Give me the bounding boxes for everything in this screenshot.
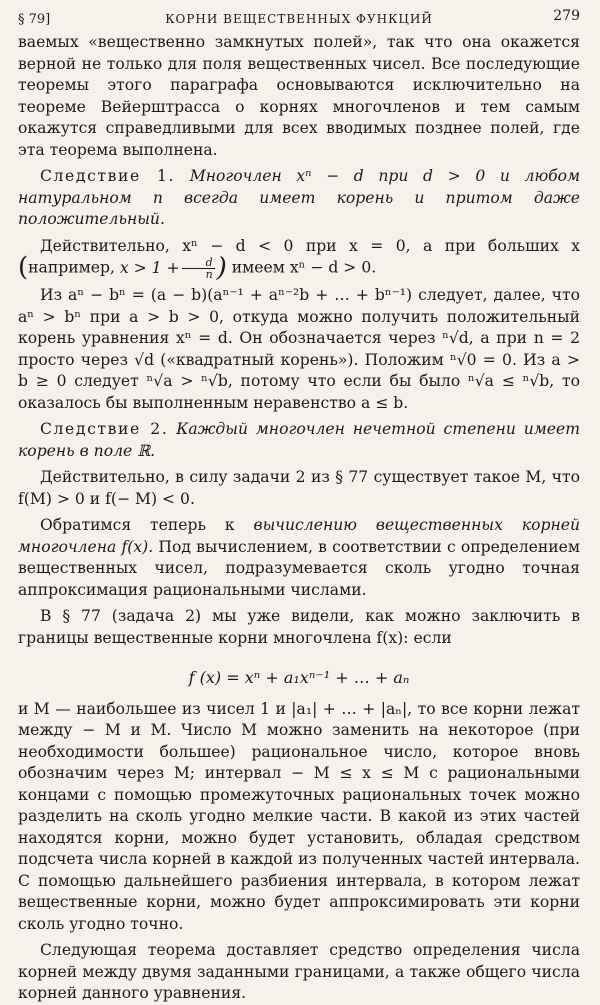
running-title: КОРНИ ВЕЩЕСТВЕННЫХ ФУНКЦИЙ bbox=[165, 12, 433, 26]
fraction-d-over-n: $\frac{d}{n}$ bbox=[182, 257, 215, 280]
page-number: 279 bbox=[553, 8, 580, 24]
running-header bbox=[18, 8, 580, 32]
corollary-1 bbox=[18, 166, 580, 231]
paragraph-approximation: и M — наибольшее из чисел 1 и |a₁| + … + |aₙ|, то все корни лежат между − M и M. Число M можно заменить на некоторое (при необходимости большее) рациональное число, которое вновь обозначим через M; интервал − M ≤ x ≤ M с рациональными концами с помощью промежуточных рациональных точек можно разделить на сколь угодно мелкие части. В какой из этих частей находятся корни, можно будет установить, обладая средством подсчета числа корней в каждой из полученных частей интервала. С помощью дальнейшего разбиения интервала, в котором лежат вещественные корни, можно будет аппроксимировать эти корни сколь угодно точно. bbox=[18, 699, 580, 933]
proof-1-part-b: например, bbox=[28, 258, 115, 277]
paragraph-bounds: В § 77 (задача 2) мы уже видели, как можно заключить в границы вещественные корни многочлена f(x): если bbox=[18, 607, 580, 647]
paragraph-next-theorem: Следующая теорема доставляет средство определения числа корней между двумя заданными границами, а также общего числа корней данного уравнения. bbox=[18, 941, 580, 1002]
corollary-2 bbox=[18, 419, 580, 462]
proof-2: Действительно, в силу задачи 2 из § 77 существует такое M, что f(M) > 0 и f(− M) < 0. bbox=[18, 468, 580, 508]
paragraph-computation: Обратимся теперь к вычислению вещественных корней многочлена f(x). Под вычислением, в соответствии с определением вещественных чисел, подразумевается сколь угодно точная аппроксимация рациональными числами. bbox=[18, 516, 580, 599]
corollary-2-label: Следствие 2. bbox=[40, 420, 169, 438]
proof-1-part-a: Действительно, xⁿ − d < 0 при x = 0, а при больших x bbox=[40, 236, 580, 255]
corollary-1-text: Многочлен xⁿ − d при d > 0 и любом натуральном n всегда имеет корень и притом даже положительный. bbox=[18, 167, 581, 228]
paragraph-roots: Из aⁿ − bⁿ = (a − b)(aⁿ⁻¹ + aⁿ⁻²b + … + bⁿ⁻¹) следует, далее, что aⁿ > bⁿ при a > b > 0, откуда можно получить положительный корень уравнения xⁿ = d. Он обозначается через ⁿ√d, а при n = 2 просто через √d («квадратный корень»). Положим ⁿ√0 = 0. Из a > b ≥ 0 следует ⁿ√a > ⁿ√b, потому что если бы было ⁿ√a ≤ ⁿ√b, то оказалось бы выполненным неравенство a ≤ b. bbox=[18, 286, 580, 412]
computation-emphasis: вычислению вещественных корней многочлена f(x). bbox=[18, 516, 580, 556]
page-body bbox=[18, 32, 580, 1005]
proof-1 bbox=[18, 236, 580, 281]
proof-1-part-d: имеем xⁿ − d > 0. bbox=[231, 258, 377, 277]
paragraph-intro: ваемых «вещественно замкнутых полей», так что она окажется верной не только для поля вещественных чисел. Все последующие теоремы этого параграфа основываются исключительно на теореме Вейерштрасса о корнях многочленов и тем самым окажутся справедливыми для всех вводимых позднее полей, где эта теорема выполнена. bbox=[18, 33, 580, 159]
polynomial-formula: f (x) = xⁿ + a₁xⁿ⁻¹ + … + aₙ bbox=[188, 668, 410, 687]
proof-1-inequality: x > 1 + $\frac{d}{n}$ ) bbox=[119, 252, 227, 283]
section-ref: § 79] bbox=[18, 12, 51, 27]
open-paren: ( bbox=[18, 252, 29, 283]
corollary-1-label: Следствие 1. bbox=[40, 167, 176, 185]
corollary-2-text: Каждый многочлен нечетной степени имеет корень в поле ℝ. bbox=[18, 420, 580, 460]
